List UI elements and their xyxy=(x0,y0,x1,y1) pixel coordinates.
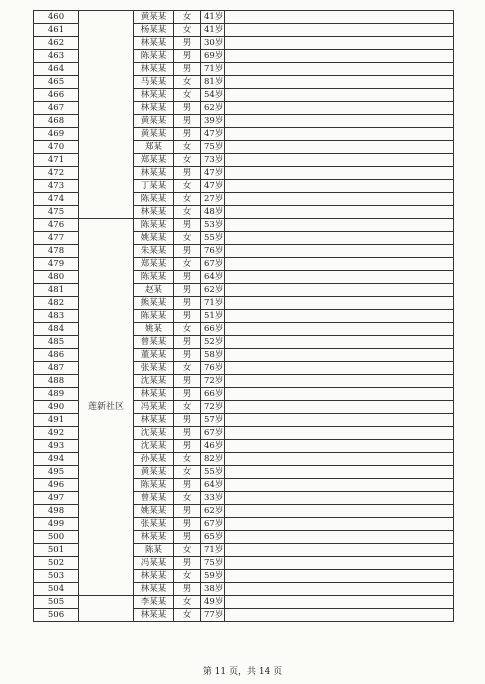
sex-cell: 男 xyxy=(174,518,201,531)
sex-cell: 男 xyxy=(174,245,201,258)
remarks-cell xyxy=(225,193,454,206)
row-number-cell: 489 xyxy=(34,388,79,401)
row-number-cell: 506 xyxy=(34,609,79,622)
age-cell: 67岁 xyxy=(201,518,225,531)
remarks-cell xyxy=(225,310,454,323)
sex-cell: 女 xyxy=(174,570,201,583)
name-cell: 沈某某 xyxy=(134,427,174,440)
row-number-cell: 470 xyxy=(34,141,79,154)
remarks-cell xyxy=(225,583,454,596)
remarks-cell xyxy=(225,453,454,466)
age-cell: 58岁 xyxy=(201,349,225,362)
name-cell: 朱某某 xyxy=(134,245,174,258)
row-number-cell: 468 xyxy=(34,115,79,128)
name-cell: 熊某某 xyxy=(134,297,174,310)
name-cell: 黄某某 xyxy=(134,466,174,479)
name-cell: 林某某 xyxy=(134,388,174,401)
row-number-cell: 473 xyxy=(34,180,79,193)
name-cell: 曾某某 xyxy=(134,336,174,349)
name-cell: 林某某 xyxy=(134,37,174,50)
table-row xyxy=(34,596,454,609)
name-cell: 黄某某 xyxy=(134,11,174,24)
name-cell: 林某某 xyxy=(134,531,174,544)
row-number-cell: 505 xyxy=(34,596,79,609)
row-number-cell: 460 xyxy=(34,11,79,24)
sex-cell: 女 xyxy=(174,609,201,622)
row-number-cell: 467 xyxy=(34,102,79,115)
age-cell: 52岁 xyxy=(201,336,225,349)
age-cell: 64岁 xyxy=(201,271,225,284)
age-cell: 30岁 xyxy=(201,37,225,50)
remarks-cell xyxy=(225,232,454,245)
name-cell: 李某某 xyxy=(134,596,174,609)
remarks-cell xyxy=(225,115,454,128)
name-cell: 郑某某 xyxy=(134,258,174,271)
name-cell: 黄某某 xyxy=(134,115,174,128)
row-number-cell: 493 xyxy=(34,440,79,453)
name-cell: 林某某 xyxy=(134,414,174,427)
remarks-cell xyxy=(225,167,454,180)
table-row xyxy=(34,11,454,24)
age-cell: 62岁 xyxy=(201,284,225,297)
remarks-cell xyxy=(225,362,454,375)
row-number-cell: 464 xyxy=(34,63,79,76)
sex-cell: 女 xyxy=(174,401,201,414)
age-cell: 38岁 xyxy=(201,583,225,596)
sex-cell: 男 xyxy=(174,284,201,297)
remarks-cell xyxy=(225,245,454,258)
remarks-cell xyxy=(225,466,454,479)
name-cell: 林某某 xyxy=(134,89,174,102)
sex-cell: 男 xyxy=(174,115,201,128)
age-cell: 57岁 xyxy=(201,414,225,427)
sex-cell: 女 xyxy=(174,154,201,167)
age-cell: 72岁 xyxy=(201,401,225,414)
row-number-cell: 488 xyxy=(34,375,79,388)
age-cell: 76岁 xyxy=(201,245,225,258)
sex-cell: 男 xyxy=(174,128,201,141)
remarks-cell xyxy=(225,336,454,349)
row-number-cell: 486 xyxy=(34,349,79,362)
name-cell: 姚某 xyxy=(134,323,174,336)
name-cell: 董某某 xyxy=(134,349,174,362)
community-cell xyxy=(79,596,134,622)
table-row xyxy=(34,219,454,232)
row-number-cell: 469 xyxy=(34,128,79,141)
remarks-cell xyxy=(225,76,454,89)
sex-cell: 男 xyxy=(174,583,201,596)
age-cell: 72岁 xyxy=(201,375,225,388)
resident-table xyxy=(33,10,454,622)
remarks-cell xyxy=(225,570,454,583)
row-number-cell: 496 xyxy=(34,479,79,492)
remarks-cell xyxy=(225,89,454,102)
sex-cell: 男 xyxy=(174,375,201,388)
age-cell: 39岁 xyxy=(201,115,225,128)
row-number-cell: 471 xyxy=(34,154,79,167)
row-number-cell: 477 xyxy=(34,232,79,245)
remarks-cell xyxy=(225,544,454,557)
sex-cell: 男 xyxy=(174,479,201,492)
age-cell: 55岁 xyxy=(201,232,225,245)
age-cell: 67岁 xyxy=(201,258,225,271)
age-cell: 75岁 xyxy=(201,557,225,570)
sex-cell: 女 xyxy=(174,596,201,609)
remarks-cell xyxy=(225,128,454,141)
row-number-cell: 475 xyxy=(34,206,79,219)
remarks-cell xyxy=(225,609,454,622)
name-cell: 林某某 xyxy=(134,609,174,622)
name-cell: 张某某 xyxy=(134,362,174,375)
row-number-cell: 481 xyxy=(34,284,79,297)
sex-cell: 女 xyxy=(174,193,201,206)
row-number-cell: 499 xyxy=(34,518,79,531)
age-cell: 62岁 xyxy=(201,505,225,518)
name-cell: 郑某 xyxy=(134,141,174,154)
age-cell: 77岁 xyxy=(201,609,225,622)
remarks-cell xyxy=(225,479,454,492)
remarks-cell xyxy=(225,258,454,271)
age-cell: 71岁 xyxy=(201,63,225,76)
sex-cell: 男 xyxy=(174,102,201,115)
remarks-cell xyxy=(225,102,454,115)
name-cell: 林某某 xyxy=(134,583,174,596)
name-cell: 陈某某 xyxy=(134,310,174,323)
age-cell: 66岁 xyxy=(201,323,225,336)
sex-cell: 男 xyxy=(174,63,201,76)
row-number-cell: 485 xyxy=(34,336,79,349)
sex-cell: 女 xyxy=(174,492,201,505)
remarks-cell xyxy=(225,323,454,336)
row-number-cell: 466 xyxy=(34,89,79,102)
name-cell: 赵某 xyxy=(134,284,174,297)
name-cell: 曾某某 xyxy=(134,492,174,505)
age-cell: 47岁 xyxy=(201,128,225,141)
age-cell: 49岁 xyxy=(201,596,225,609)
age-cell: 41岁 xyxy=(201,11,225,24)
sex-cell: 男 xyxy=(174,336,201,349)
sex-cell: 女 xyxy=(174,206,201,219)
sex-cell: 男 xyxy=(174,297,201,310)
sex-cell: 女 xyxy=(174,466,201,479)
age-cell: 71岁 xyxy=(201,297,225,310)
sex-cell: 女 xyxy=(174,76,201,89)
remarks-cell xyxy=(225,531,454,544)
name-cell: 林某某 xyxy=(134,206,174,219)
row-number-cell: 492 xyxy=(34,427,79,440)
age-cell: 46岁 xyxy=(201,440,225,453)
remarks-cell xyxy=(225,440,454,453)
remarks-cell xyxy=(225,388,454,401)
remarks-cell xyxy=(225,24,454,37)
age-cell: 54岁 xyxy=(201,89,225,102)
sex-cell: 女 xyxy=(174,89,201,102)
row-number-cell: 500 xyxy=(34,531,79,544)
remarks-cell xyxy=(225,557,454,570)
name-cell: 姚某某 xyxy=(134,232,174,245)
row-number-cell: 501 xyxy=(34,544,79,557)
age-cell: 69岁 xyxy=(201,50,225,63)
row-number-cell: 476 xyxy=(34,219,79,232)
remarks-cell xyxy=(225,414,454,427)
name-cell: 马某某 xyxy=(134,76,174,89)
row-number-cell: 503 xyxy=(34,570,79,583)
row-number-cell: 474 xyxy=(34,193,79,206)
row-number-cell: 461 xyxy=(34,24,79,37)
sex-cell: 女 xyxy=(174,544,201,557)
age-cell: 81岁 xyxy=(201,76,225,89)
row-number-cell: 504 xyxy=(34,583,79,596)
age-cell: 75岁 xyxy=(201,141,225,154)
age-cell: 82岁 xyxy=(201,453,225,466)
remarks-cell xyxy=(225,375,454,388)
sex-cell: 男 xyxy=(174,310,201,323)
name-cell: 杨某某 xyxy=(134,24,174,37)
sex-cell: 男 xyxy=(174,531,201,544)
sex-cell: 女 xyxy=(174,453,201,466)
remarks-cell xyxy=(225,180,454,193)
age-cell: 47岁 xyxy=(201,180,225,193)
row-number-cell: 497 xyxy=(34,492,79,505)
name-cell: 林某某 xyxy=(134,63,174,76)
remarks-cell xyxy=(225,596,454,609)
sex-cell: 男 xyxy=(174,427,201,440)
row-number-cell: 491 xyxy=(34,414,79,427)
sex-cell: 男 xyxy=(174,37,201,50)
row-number-cell: 463 xyxy=(34,50,79,63)
row-number-cell: 465 xyxy=(34,76,79,89)
sex-cell: 女 xyxy=(174,362,201,375)
sex-cell: 男 xyxy=(174,414,201,427)
age-cell: 73岁 xyxy=(201,154,225,167)
remarks-cell xyxy=(225,505,454,518)
name-cell: 陈某某 xyxy=(134,219,174,232)
sex-cell: 女 xyxy=(174,141,201,154)
row-number-cell: 482 xyxy=(34,297,79,310)
remarks-cell xyxy=(225,37,454,50)
age-cell: 41岁 xyxy=(201,24,225,37)
row-number-cell: 484 xyxy=(34,323,79,336)
sex-cell: 男 xyxy=(174,557,201,570)
age-cell: 64岁 xyxy=(201,479,225,492)
name-cell: 陈某 xyxy=(134,544,174,557)
row-number-cell: 498 xyxy=(34,505,79,518)
community-cell xyxy=(79,11,134,219)
age-cell: 71岁 xyxy=(201,544,225,557)
remarks-cell xyxy=(225,284,454,297)
age-cell: 62岁 xyxy=(201,102,225,115)
sex-cell: 男 xyxy=(174,388,201,401)
remarks-cell xyxy=(225,271,454,284)
row-number-cell: 490 xyxy=(34,401,79,414)
resident-table-body xyxy=(34,11,454,622)
name-cell: 孙某某 xyxy=(134,453,174,466)
remarks-cell xyxy=(225,492,454,505)
name-cell: 黄某某 xyxy=(134,128,174,141)
row-number-cell: 479 xyxy=(34,258,79,271)
community-cell: 莲新社区 xyxy=(79,219,134,596)
name-cell: 郑某某 xyxy=(134,154,174,167)
remarks-cell xyxy=(225,427,454,440)
age-cell: 67岁 xyxy=(201,427,225,440)
remarks-cell xyxy=(225,206,454,219)
name-cell: 沈某某 xyxy=(134,375,174,388)
sex-cell: 男 xyxy=(174,271,201,284)
name-cell: 林某某 xyxy=(134,570,174,583)
sex-cell: 女 xyxy=(174,232,201,245)
sex-cell: 女 xyxy=(174,11,201,24)
age-cell: 65岁 xyxy=(201,531,225,544)
remarks-cell xyxy=(225,401,454,414)
remarks-cell xyxy=(225,50,454,63)
sex-cell: 女 xyxy=(174,258,201,271)
row-number-cell: 495 xyxy=(34,466,79,479)
name-cell: 陈某某 xyxy=(134,271,174,284)
sex-cell: 男 xyxy=(174,349,201,362)
name-cell: 冯某某 xyxy=(134,557,174,570)
age-cell: 48岁 xyxy=(201,206,225,219)
remarks-cell xyxy=(225,63,454,76)
row-number-cell: 483 xyxy=(34,310,79,323)
name-cell: 陈某某 xyxy=(134,193,174,206)
remarks-cell xyxy=(225,11,454,24)
age-cell: 59岁 xyxy=(201,570,225,583)
remarks-cell xyxy=(225,141,454,154)
sex-cell: 女 xyxy=(174,180,201,193)
sex-cell: 男 xyxy=(174,167,201,180)
remarks-cell xyxy=(225,154,454,167)
remarks-cell xyxy=(225,518,454,531)
sex-cell: 女 xyxy=(174,323,201,336)
row-number-cell: 472 xyxy=(34,167,79,180)
remarks-cell xyxy=(225,219,454,232)
age-cell: 66岁 xyxy=(201,388,225,401)
row-number-cell: 480 xyxy=(34,271,79,284)
age-cell: 55岁 xyxy=(201,466,225,479)
age-cell: 33岁 xyxy=(201,492,225,505)
row-number-cell: 487 xyxy=(34,362,79,375)
name-cell: 冯某某 xyxy=(134,401,174,414)
row-number-cell: 502 xyxy=(34,557,79,570)
name-cell: 林某某 xyxy=(134,167,174,180)
age-cell: 76岁 xyxy=(201,362,225,375)
age-cell: 27岁 xyxy=(201,193,225,206)
remarks-cell xyxy=(225,349,454,362)
remarks-cell xyxy=(225,297,454,310)
sex-cell: 男 xyxy=(174,440,201,453)
age-cell: 51岁 xyxy=(201,310,225,323)
name-cell: 张某某 xyxy=(134,518,174,531)
row-number-cell: 494 xyxy=(34,453,79,466)
sex-cell: 女 xyxy=(174,24,201,37)
name-cell: 林某某 xyxy=(134,102,174,115)
sex-cell: 男 xyxy=(174,505,201,518)
name-cell: 陈某某 xyxy=(134,479,174,492)
name-cell: 姚某某 xyxy=(134,505,174,518)
row-number-cell: 462 xyxy=(34,37,79,50)
sex-cell: 男 xyxy=(174,219,201,232)
age-cell: 53岁 xyxy=(201,219,225,232)
name-cell: 丁某某 xyxy=(134,180,174,193)
age-cell: 47岁 xyxy=(201,167,225,180)
name-cell: 沈某某 xyxy=(134,440,174,453)
sex-cell: 男 xyxy=(174,50,201,63)
page-footer: 第 11 页，共 14 页 xyxy=(202,667,283,677)
name-cell: 陈某某 xyxy=(134,50,174,63)
row-number-cell: 478 xyxy=(34,245,79,258)
